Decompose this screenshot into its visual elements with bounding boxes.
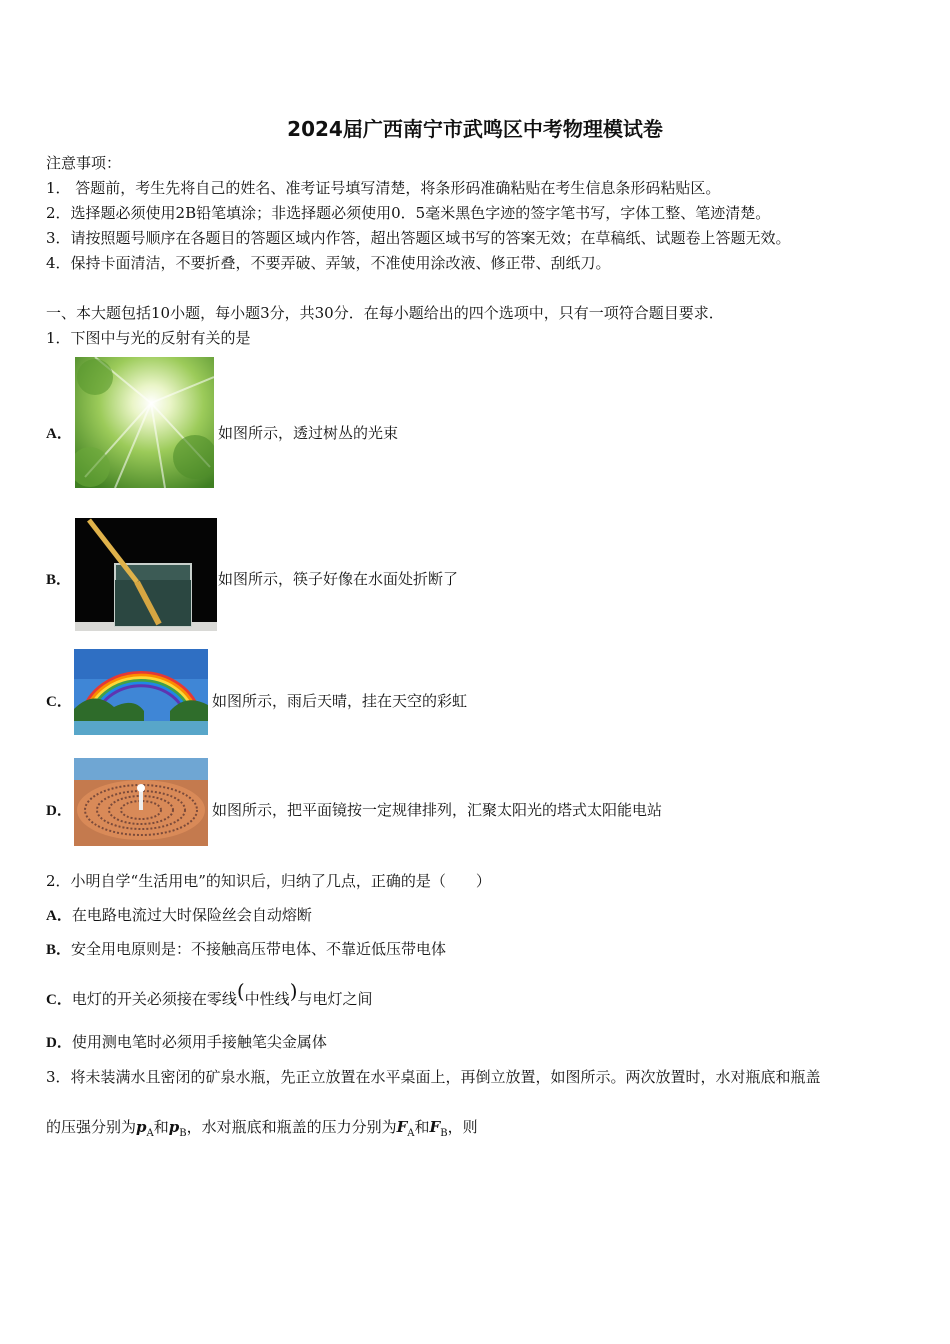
q2-option-a-label: A． xyxy=(46,908,72,924)
q2-option-c xyxy=(46,979,373,1009)
q2-option-d xyxy=(46,1031,327,1052)
q1-stem: 1．下图中与光的反射有关的是 xyxy=(46,329,251,347)
q3-fb-sub: B xyxy=(440,1128,448,1139)
q3-fa: F xyxy=(396,1118,408,1136)
q2-option-a xyxy=(46,904,312,925)
sunbeam-forest-image xyxy=(75,357,214,488)
q3-line-2 xyxy=(46,1116,478,1139)
q1-option-d-label: D． xyxy=(46,803,72,819)
q2-option-b-text: 安全用电原则是：不接触高压带电体、不靠近低压带电体 xyxy=(71,940,447,958)
solar-tower-image xyxy=(74,758,208,846)
q1-option-d-text: 如图所示，把平面镜按一定规律排列，汇聚太阳光的塔式太阳能电站 xyxy=(212,801,663,819)
notice-item-2: 2．选择题必须使用2B铅笔填涂；非选择题必须使用0．5毫米黑色字迹的签字笔书写，字体工整、笔迹清楚。 xyxy=(46,204,771,222)
q2-option-c-text-after: 与电灯之间 xyxy=(297,990,373,1008)
q1-option-c-label: C． xyxy=(46,694,72,710)
q2-option-a-text: 在电路电流过大时保险丝会自动熔断 xyxy=(71,906,312,924)
q3-pb: p xyxy=(168,1118,180,1136)
q1-option-c-text: 如图所示，雨后天晴，挂在天空的彩虹 xyxy=(212,692,468,710)
q3-text-b: ，水对瓶底和瓶盖的压力分别为 xyxy=(186,1118,397,1136)
q2-option-d-label: D． xyxy=(46,1035,72,1051)
q3-line-1: 3．将未装满水且密闭的矿泉水瓶，先正立放置在水平桌面上，再倒立放置，如图所示。两次放置时，水对瓶底和瓶盖 xyxy=(46,1068,821,1086)
q2-stem: 2．小明自学“生活用电”的知识后，归纳了几点，正确的是（ ） xyxy=(46,872,491,890)
notice-item-1: 1． 答题前，考生先将自己的姓名、准考证号填写清楚，将条形码准确粘贴在考生信息条形码粘贴区。 xyxy=(46,179,721,197)
page-title: 2024届广西南宁市武鸣区中考物理模试卷 xyxy=(287,117,663,141)
q2-option-c-label: C． xyxy=(46,992,72,1008)
notice-heading: 注意事项： xyxy=(46,154,122,172)
q1-option-a-label: A． xyxy=(46,426,72,442)
q3-fa-sub: A xyxy=(407,1128,415,1139)
q3-and-2: 和 xyxy=(414,1118,430,1136)
q2-option-c-paren-text: 中性线 xyxy=(244,990,290,1008)
q1-option-b-label: B． xyxy=(46,572,72,588)
notice-item-3: 3．请按照题号顺序在各题目的答题区域内作答，超出答题区域书写的答案无效；在草稿纸、试题卷上答题无效。 xyxy=(46,229,791,247)
q2-option-c-paren-open: ( xyxy=(236,979,245,1003)
q1-option-b-text: 如图所示，筷子好像在水面处折断了 xyxy=(218,570,459,588)
q2-option-c-paren-close: ) xyxy=(289,979,298,1003)
q2-option-d-text: 使用测电笔时必须用手接触笔尖金属体 xyxy=(71,1033,327,1051)
q3-fb: F xyxy=(429,1118,441,1136)
q3-text-c: ，则 xyxy=(447,1118,478,1136)
q3-pa: p xyxy=(136,1118,147,1136)
notice-item-4: 4．保持卡面清洁，不要折叠，不要弄破、弄皱，不准使用涂改液、修正带、刮纸刀。 xyxy=(46,254,611,272)
q2-option-c-text-before: 电灯的开关必须接在零线 xyxy=(71,990,237,1008)
q3-text-a: 的压强分别为 xyxy=(46,1118,137,1136)
q3-and-1: 和 xyxy=(153,1118,169,1136)
q3-pa-sub: A xyxy=(146,1128,154,1139)
q3-pb-sub: B xyxy=(179,1128,187,1139)
q2-option-b xyxy=(46,938,446,959)
section-heading: 一、本大题包括10小题，每小题3分，共30分．在每小题给出的四个选项中，只有一项符合题目要求． xyxy=(46,304,724,322)
q1-option-a-text: 如图所示，透过树丛的光束 xyxy=(218,424,399,442)
chopstick-in-water-image xyxy=(75,518,217,631)
rainbow-image xyxy=(74,649,208,735)
q2-option-b-label: B． xyxy=(46,942,72,958)
